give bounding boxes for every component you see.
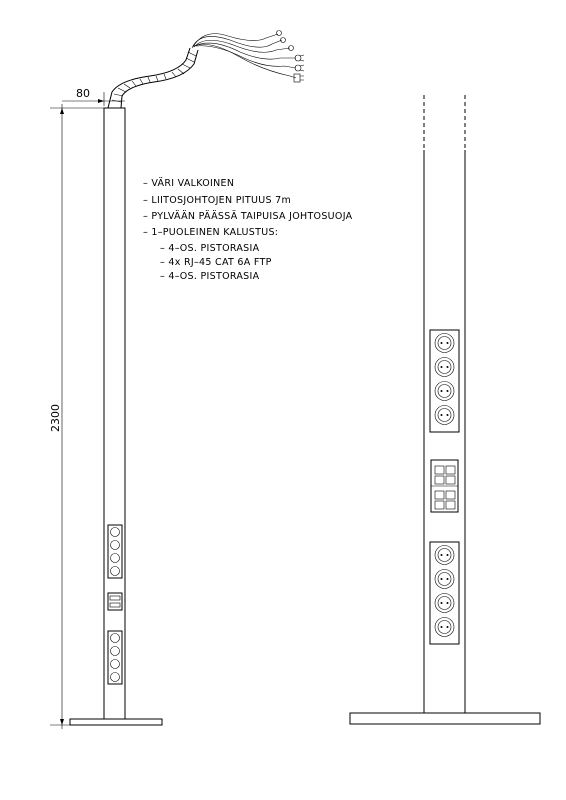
right-column-view xyxy=(350,95,540,724)
socket-icon xyxy=(111,634,120,643)
flexible-cable-guard xyxy=(108,48,198,108)
note-sub-line: – 4x RJ–45 CAT 6A FTP xyxy=(160,257,272,268)
plug-icon xyxy=(294,74,300,82)
rj45-port-icon xyxy=(446,501,455,509)
socket-icon xyxy=(111,647,120,656)
socket-icon xyxy=(111,528,120,537)
data-module xyxy=(431,460,458,512)
socket-icon xyxy=(111,554,120,563)
data-module-small xyxy=(108,593,122,610)
rj45-port-icon xyxy=(435,476,444,484)
height-label: 2300 xyxy=(49,404,62,432)
rj45-port-icon xyxy=(446,466,455,474)
socket-group-top xyxy=(430,330,459,432)
note-line: – 1–PUOLEINEN KALUSTUS: xyxy=(143,227,279,238)
rj45-port-icon xyxy=(446,476,455,484)
rj45-port-icon xyxy=(435,466,444,474)
height-dimension xyxy=(49,104,104,729)
socket-icon xyxy=(111,541,120,550)
note-sub-line: – 4–OS. PISTORASIA xyxy=(160,271,260,282)
note-line: – VÄRI VALKOINEN xyxy=(143,178,235,189)
left-column-view xyxy=(49,31,304,730)
socket-group-bottom-small xyxy=(108,631,122,684)
base-plate xyxy=(70,719,162,725)
socket-icon xyxy=(111,567,120,576)
column-body xyxy=(104,108,125,719)
socket-group-top-small xyxy=(108,525,122,578)
base-plate xyxy=(350,713,540,724)
socket-icon xyxy=(111,660,120,669)
width-dimension xyxy=(62,87,125,106)
plug-icon xyxy=(277,31,282,36)
note-line: – PYLVÄÄN PÄÄSSÄ TAIPUISA JOHTOSUOJA xyxy=(143,211,353,222)
connection-cables xyxy=(192,31,304,83)
width-label: 80 xyxy=(76,87,90,100)
note-sub-line: – 4–OS. PISTORASIA xyxy=(160,243,260,254)
note-line: – LIITOSJOHTOJEN PITUUS 7m xyxy=(143,195,291,206)
notes-block xyxy=(143,178,353,282)
socket-icon xyxy=(111,673,120,682)
socket-group-bottom xyxy=(430,542,459,644)
rj45-port-icon xyxy=(446,491,455,499)
rj45-port-icon xyxy=(435,491,444,499)
rj45-port-icon xyxy=(435,501,444,509)
